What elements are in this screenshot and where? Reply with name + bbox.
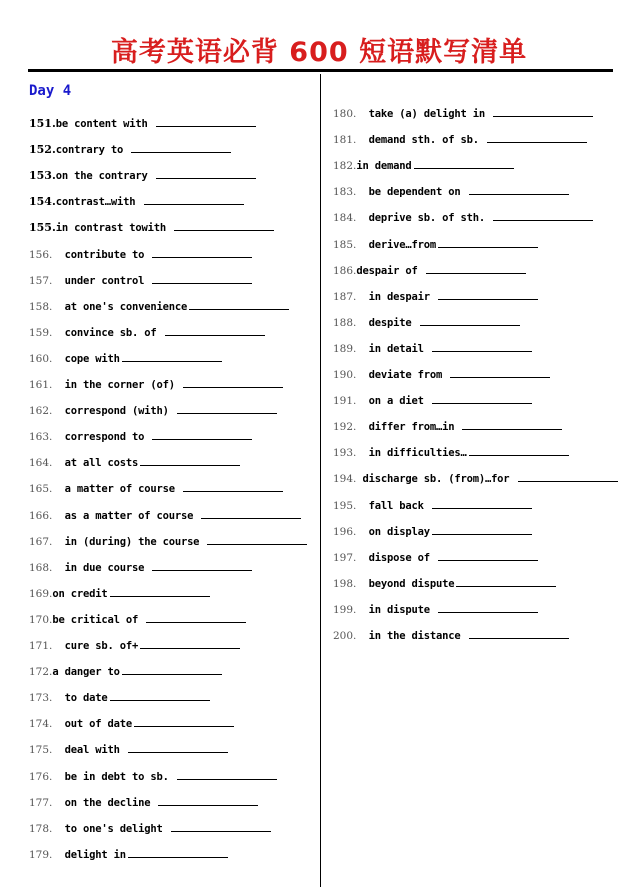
answer-blank[interactable] — [152, 560, 252, 571]
item-phrase: in the distance — [356, 630, 467, 642]
item-number: 152. — [29, 143, 56, 157]
item-phrase: derive…from — [356, 238, 436, 251]
page-title: 高考英语必背 600 短语默写清单 — [110, 37, 528, 68]
item-phrase: contrast…with — [55, 196, 142, 209]
item-number: 162. — [29, 405, 53, 418]
item-number: 200. — [333, 630, 357, 642]
item-number: 198. — [333, 577, 357, 590]
item-phrase: contribute to — [52, 248, 151, 261]
phrase-item — [29, 847, 228, 861]
item-phrase: demand sth. of sb. — [356, 134, 485, 147]
phrase-item — [29, 664, 222, 678]
phrase-item — [29, 821, 271, 835]
phrase-item — [333, 184, 569, 198]
item-number: 169. — [29, 587, 53, 600]
item-phrase: under control — [52, 274, 151, 287]
item-phrase: be in debt to sb. — [52, 770, 175, 783]
answer-blank[interactable] — [487, 132, 587, 143]
item-phrase: on display — [356, 525, 430, 538]
item-phrase: on the decline — [52, 796, 157, 809]
answer-blank[interactable] — [432, 341, 532, 352]
day-label: Day 4 — [29, 83, 72, 99]
item-phrase: in detail — [356, 342, 430, 355]
answer-blank[interactable] — [171, 821, 271, 832]
item-phrase: in demand — [356, 160, 412, 173]
item-phrase: be content with — [55, 118, 154, 130]
item-number: 189. — [333, 342, 357, 355]
answer-blank[interactable] — [414, 158, 514, 169]
item-number: 179. — [29, 848, 53, 861]
phrase-item — [333, 550, 538, 564]
item-phrase: on credit — [52, 587, 108, 600]
phrase-item — [29, 481, 283, 495]
item-phrase: correspond to — [52, 431, 151, 444]
phrase-item — [333, 524, 532, 538]
phrase-item — [333, 419, 562, 433]
phrase-item — [333, 602, 538, 616]
item-phrase: differ from…in — [356, 421, 461, 434]
phrase-item — [29, 168, 256, 182]
answer-blank[interactable] — [158, 795, 258, 806]
item-number: 165. — [29, 483, 53, 496]
item-phrase: be critical of — [52, 613, 145, 626]
answer-blank[interactable] — [152, 247, 252, 258]
answer-blank[interactable] — [165, 325, 265, 336]
title-rule — [28, 69, 613, 72]
phrase-item — [333, 367, 550, 381]
item-number: 158. — [29, 300, 53, 313]
item-phrase: beyond dispute — [356, 577, 455, 590]
item-phrase: to date — [52, 692, 108, 705]
item-number: 168. — [29, 561, 53, 574]
item-number: 155. — [29, 221, 56, 235]
phrase-item — [333, 628, 569, 642]
phrase-item — [29, 508, 301, 522]
item-number: 193. — [333, 447, 357, 460]
answer-blank[interactable] — [177, 769, 277, 780]
phrase-item — [29, 377, 283, 391]
phrase-item — [333, 498, 532, 512]
phrase-item — [29, 612, 246, 626]
answer-blank[interactable] — [450, 367, 550, 378]
answer-blank[interactable] — [110, 690, 210, 701]
phrase-item — [29, 795, 258, 809]
answer-blank[interactable] — [128, 742, 228, 753]
item-number: 184. — [333, 212, 357, 225]
answer-blank[interactable] — [438, 237, 538, 248]
item-phrase: dispose of — [356, 551, 436, 564]
phrase-item — [29, 742, 228, 756]
phrase-item — [29, 299, 289, 313]
item-number: 154. — [29, 195, 56, 209]
item-number: 157. — [29, 274, 53, 287]
item-phrase: cure sb. of+ — [52, 640, 139, 652]
item-phrase: discharge sb. (from)…for — [356, 473, 516, 486]
item-number: 183. — [333, 186, 357, 199]
item-number: 196. — [333, 525, 357, 538]
item-number: 159. — [29, 326, 53, 339]
item-phrase: at one's convenience — [52, 300, 188, 313]
item-phrase: be dependent on — [356, 186, 467, 199]
phrase-item — [29, 534, 307, 548]
item-number: 153. — [29, 169, 56, 183]
item-number: 191. — [333, 395, 357, 408]
item-number: 199. — [333, 603, 357, 616]
phrase-item — [29, 220, 274, 234]
phrase-item — [29, 560, 252, 574]
item-number: 181. — [333, 134, 357, 147]
item-number: 163. — [29, 431, 53, 444]
item-phrase: at all costs — [52, 457, 139, 470]
answer-blank[interactable] — [156, 116, 256, 127]
item-number: 170. — [29, 613, 53, 626]
answer-blank[interactable] — [128, 847, 228, 858]
phrase-item — [29, 247, 252, 261]
item-phrase: despite — [356, 316, 418, 329]
answer-blank[interactable] — [438, 289, 538, 300]
item-number: 180. — [333, 108, 357, 120]
phrase-item — [29, 194, 244, 208]
phrase-item — [29, 351, 222, 365]
phrase-item — [29, 716, 234, 730]
phrase-item — [29, 273, 252, 287]
phrase-item — [333, 158, 514, 172]
item-phrase: delight in — [52, 848, 126, 861]
answer-blank[interactable] — [152, 273, 252, 284]
item-number: 166. — [29, 509, 53, 522]
item-number: 195. — [333, 499, 357, 512]
answer-blank[interactable] — [469, 445, 569, 456]
item-phrase: take (a) delight in — [356, 108, 492, 120]
item-phrase: in (during) the course — [52, 535, 206, 548]
answer-blank[interactable] — [152, 429, 252, 440]
item-phrase: deviate from — [356, 369, 449, 381]
item-number: 161. — [29, 379, 53, 391]
phrase-item — [333, 471, 618, 485]
answer-blank[interactable] — [189, 299, 289, 310]
answer-blank[interactable] — [183, 481, 283, 492]
item-number: 151. — [29, 117, 56, 130]
answer-blank[interactable] — [462, 419, 562, 430]
item-number: 174. — [29, 718, 53, 731]
item-number: 177. — [29, 796, 53, 809]
item-phrase: to one's delight — [52, 822, 169, 835]
phrase-item — [29, 690, 210, 704]
item-phrase: in the corner (of) — [52, 379, 181, 391]
item-number: 187. — [333, 290, 357, 303]
answer-blank[interactable] — [201, 508, 301, 519]
item-number: 167. — [29, 535, 53, 548]
item-number: 160. — [29, 352, 53, 365]
item-number: 172. — [29, 666, 53, 679]
answer-blank[interactable] — [493, 210, 593, 221]
answer-blank[interactable] — [134, 716, 234, 727]
item-phrase: on a diet — [356, 395, 430, 408]
phrase-item — [333, 576, 556, 590]
answer-blank[interactable] — [156, 168, 256, 179]
answer-blank[interactable] — [469, 628, 569, 639]
item-phrase: convince sb. of — [52, 326, 163, 339]
answer-blank[interactable] — [438, 602, 538, 613]
answer-blank[interactable] — [493, 106, 593, 117]
item-phrase: a danger to — [52, 666, 120, 679]
phrase-item — [333, 132, 587, 146]
item-number: 190. — [333, 369, 357, 381]
answer-blank[interactable] — [110, 586, 210, 597]
answer-blank[interactable] — [469, 184, 569, 195]
item-phrase: deprive sb. of sth. — [356, 212, 492, 225]
item-phrase: correspond (with) — [52, 405, 175, 418]
answer-blank[interactable] — [122, 664, 222, 675]
phrase-item — [29, 116, 256, 130]
answer-blank[interactable] — [426, 263, 526, 274]
answer-blank[interactable] — [177, 403, 277, 414]
answer-blank[interactable] — [420, 315, 520, 326]
phrase-item — [29, 142, 231, 156]
answer-blank[interactable] — [183, 377, 283, 388]
item-number: 185. — [333, 238, 357, 251]
answer-blank[interactable] — [140, 455, 240, 466]
item-number: 173. — [29, 692, 53, 705]
item-phrase: in contrast towith — [55, 222, 173, 235]
column-divider — [320, 74, 321, 887]
phrase-item — [333, 210, 593, 224]
phrase-item — [29, 455, 240, 469]
item-number: 182. — [333, 160, 357, 173]
item-phrase: fall back — [356, 499, 430, 512]
phrase-item — [333, 341, 532, 355]
answer-blank[interactable] — [432, 393, 532, 404]
item-phrase: as a matter of course — [52, 509, 200, 522]
item-phrase: in due course — [52, 561, 151, 574]
item-number: 192. — [333, 421, 357, 434]
answer-blank[interactable] — [174, 220, 274, 231]
item-phrase: a matter of course — [52, 483, 181, 496]
phrase-item — [333, 315, 520, 329]
item-number: 186. — [333, 264, 357, 277]
phrase-item — [333, 445, 569, 459]
item-number: 171. — [29, 640, 53, 652]
item-phrase: in dispute — [356, 603, 436, 616]
item-number: 175. — [29, 744, 53, 757]
answer-blank[interactable] — [456, 576, 556, 587]
item-phrase: despair of — [356, 264, 424, 277]
answer-blank[interactable] — [518, 471, 618, 482]
phrase-item — [333, 106, 593, 120]
item-phrase: contrary to — [55, 144, 130, 157]
phrase-item — [29, 586, 210, 600]
phrase-item — [29, 403, 277, 417]
answer-blank[interactable] — [122, 351, 222, 362]
answer-blank[interactable] — [146, 612, 246, 623]
item-number: 197. — [333, 551, 357, 564]
phrase-item — [333, 263, 526, 277]
answer-blank[interactable] — [144, 194, 244, 205]
answer-blank[interactable] — [207, 534, 307, 545]
item-phrase: out of date — [52, 718, 132, 731]
item-number: 178. — [29, 822, 53, 835]
item-number: 188. — [333, 316, 357, 329]
item-number: 164. — [29, 457, 53, 470]
answer-blank[interactable] — [131, 142, 231, 153]
item-phrase: in difficulties… — [356, 447, 467, 460]
phrase-item — [29, 325, 265, 339]
phrase-item — [29, 769, 277, 783]
phrase-item — [29, 429, 252, 443]
answer-blank[interactable] — [432, 498, 532, 509]
item-phrase: in despair — [356, 290, 436, 303]
answer-blank[interactable] — [432, 524, 532, 535]
answer-blank[interactable] — [438, 550, 538, 561]
item-phrase: deal with — [52, 744, 126, 757]
item-phrase: cope with — [52, 352, 120, 365]
phrase-item — [333, 237, 538, 251]
phrase-item — [333, 289, 538, 303]
item-phrase: on the contrary — [55, 170, 154, 183]
item-number: 156. — [29, 248, 53, 261]
item-number: 176. — [29, 770, 53, 783]
item-number: 194. — [333, 473, 357, 486]
answer-blank[interactable] — [140, 638, 240, 649]
phrase-item — [333, 393, 532, 407]
phrase-item — [29, 638, 240, 652]
